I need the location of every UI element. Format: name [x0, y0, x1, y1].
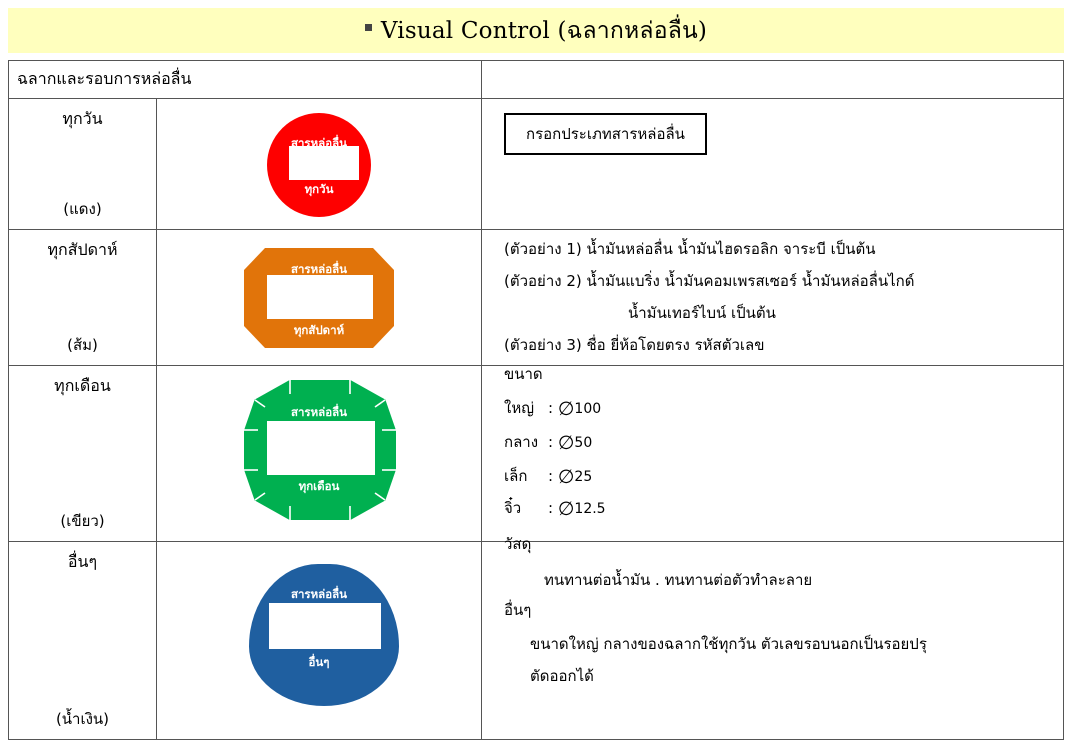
example-line: (ตัวอย่าง 2) น้ำมันแบริ่ง น้ำมันคอมเพรสเซอร์ น้ำมันหล่อลื่นไกด์ — [504, 272, 915, 290]
tag-write-area — [267, 275, 373, 319]
material-other-block — [482, 535, 1063, 739]
instructions-cell-2 — [482, 230, 1063, 365]
example-line: (ตัวอย่าง 1) น้ำมันหล่อลื่น น้ำมันไฮดรอลิก จาระบี เป็นต้น — [504, 240, 876, 258]
table-row — [9, 99, 1063, 230]
tag-top-text: สารหล่อลื่น — [290, 587, 348, 601]
period-label: อื่นๆ — [67, 552, 98, 571]
diameter-icon: ∅ — [557, 432, 575, 454]
green-polygon-tag — [157, 366, 481, 541]
example-line: น้ำมันเทอร์ไบน์ เป็นต้น — [628, 304, 776, 322]
row-label-cell-monthly — [9, 366, 157, 541]
size-separator: : — [548, 499, 554, 517]
tag-top-text: สารหล่อลื่น — [290, 262, 348, 276]
page-title: Visual Control (ฉลากหล่อลื่น) — [365, 13, 707, 49]
table-row — [9, 366, 1063, 542]
size-label: ใหญ่ — [504, 399, 534, 417]
red-circle-tag — [157, 99, 481, 229]
bullet-icon — [365, 24, 372, 31]
color-label: (แดง) — [63, 200, 102, 218]
size-value: 100 — [574, 401, 602, 417]
size-block — [482, 366, 1063, 541]
color-label: (ส้ม) — [67, 336, 98, 354]
tag-sample-monthly — [157, 366, 482, 541]
size-separator: : — [548, 399, 554, 417]
tag-bottom-text: ทุกสัปดาห์ — [293, 323, 345, 337]
table-row — [9, 535, 1063, 739]
color-label: (เขียว) — [60, 512, 105, 530]
size-row-small — [504, 464, 592, 488]
material-title: วัสดุ — [504, 535, 532, 553]
tag-top-text: สารหล่อลื่น — [290, 136, 348, 150]
tag-top-text: สารหล่อลื่น — [290, 405, 348, 419]
instructions-cell-3 — [482, 366, 1063, 541]
row-label-cell-weekly — [9, 230, 157, 365]
table-header-left: ฉลากและรอบการหล่อลื่น — [9, 61, 482, 98]
instructions-cell-4 — [482, 535, 1063, 739]
row-label-cell-daily — [9, 99, 157, 229]
orange-octagon-tag — [157, 230, 481, 365]
tag-write-area — [267, 421, 375, 475]
table-header-right — [482, 61, 1063, 98]
other-line: ขนาดใหญ่ กลางของฉลากใช้ทุกวัน ตัวเลขรอบนอกเป็นรอยปรุ — [530, 635, 927, 653]
other-line: ตัดออกได้ — [530, 667, 594, 685]
size-row-large — [504, 396, 601, 420]
tag-sample-daily — [157, 99, 482, 229]
size-separator: : — [548, 467, 554, 485]
blue-rounded-tag — [157, 542, 481, 739]
diameter-icon: ∅ — [557, 498, 575, 520]
table-header-row — [9, 61, 1063, 99]
tag-bottom-text: ทุกวัน — [304, 182, 334, 196]
visual-control-table — [8, 60, 1064, 740]
period-label: ทุกสัปดาห์ — [47, 240, 118, 259]
tag-bottom-text: ทุกเดือน — [298, 479, 340, 493]
example-line: (ตัวอย่าง 3) ชื่อ ยี่ห้อโดยตรง รหัสตัวเลข — [504, 336, 765, 354]
size-label: จิ๋ว — [504, 499, 522, 517]
tag-bottom-text: อื่นๆ — [308, 655, 330, 669]
examples-block — [482, 230, 1063, 365]
period-label: ทุกเดือน — [54, 376, 111, 395]
tag-write-area — [269, 603, 381, 649]
diameter-icon: ∅ — [557, 398, 575, 420]
size-row-medium — [504, 430, 592, 454]
diameter-icon: ∅ — [557, 466, 575, 488]
size-value: 50 — [574, 435, 593, 451]
size-value: 25 — [574, 469, 593, 485]
row-label-cell-other — [9, 542, 157, 739]
material-line: ทนทานต่อน้ำมัน . ทนทานต่อตัวทำละลาย — [544, 571, 813, 589]
color-label: (น้ำเงิน) — [55, 710, 110, 728]
instructions-content — [482, 99, 1063, 229]
size-row-tiny — [504, 496, 606, 520]
period-label: ทุกวัน — [62, 109, 103, 128]
size-separator: : — [548, 433, 554, 451]
size-title: ขนาด — [504, 365, 543, 383]
size-label: กลาง — [504, 433, 539, 451]
tag-sample-weekly — [157, 230, 482, 365]
tag-sample-other — [157, 542, 482, 739]
page-title-banner — [8, 8, 1064, 53]
size-value: 12.5 — [574, 501, 606, 517]
other-title: อื่นๆ — [504, 601, 532, 619]
table-row — [9, 230, 1063, 366]
size-label: เล็ก — [504, 467, 528, 485]
instructions-cell — [482, 99, 1063, 229]
boxed-instruction: กรอกประเภทสารหล่อลื่น — [504, 113, 707, 155]
